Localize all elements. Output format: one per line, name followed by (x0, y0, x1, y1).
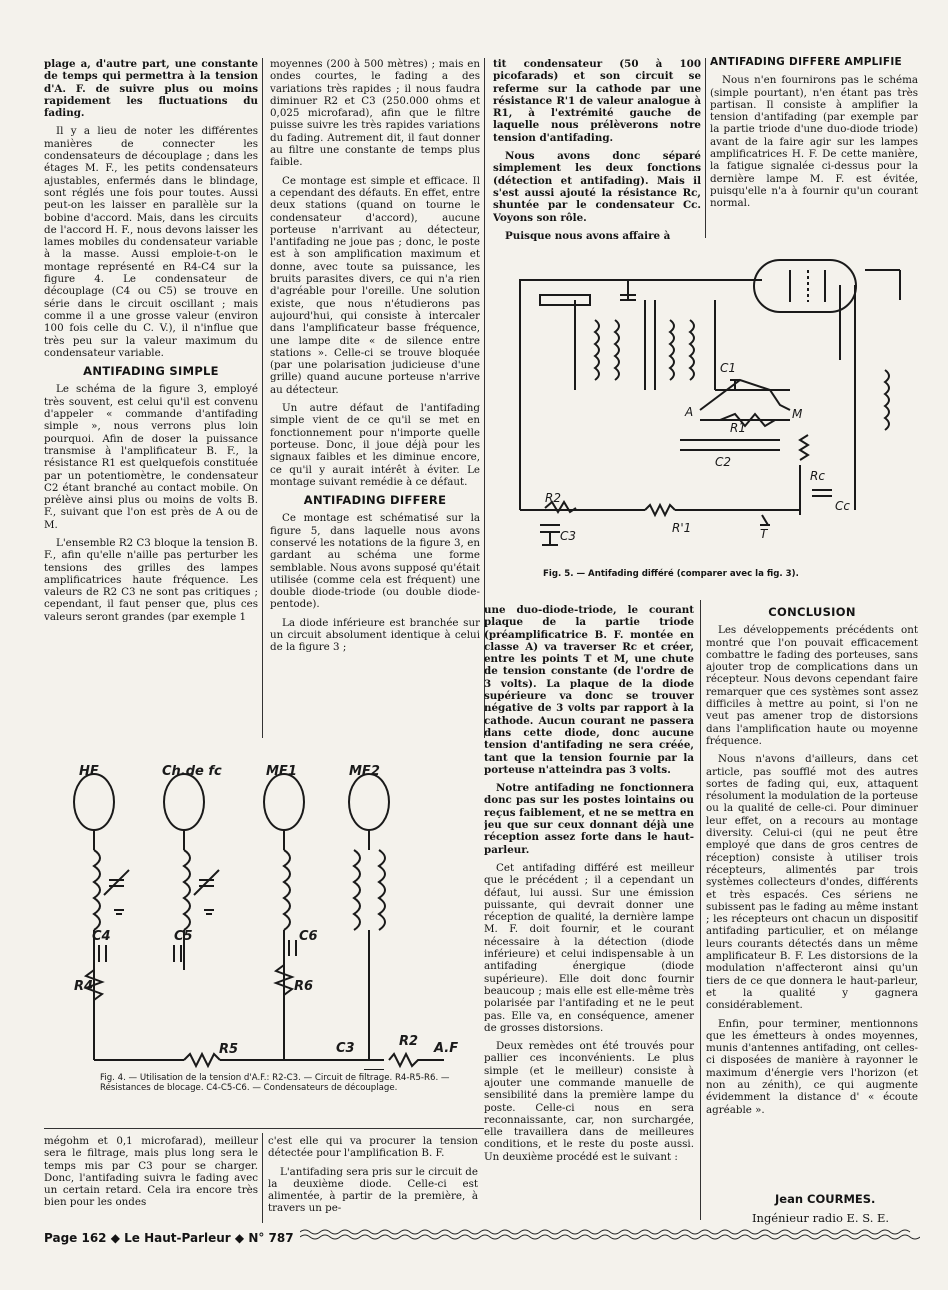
column-1-top (44, 58, 258, 738)
fig4-label-mf2: MF2 (349, 764, 380, 779)
paragraph: mégohm et 0,1 microfarad), meilleur sera le filtrage, mais plus long sera le temps mis par C3 pour se charger. Donc, l'antifading suivra le fading avec un certain retard. Cela ira encore très bien pour les ondes (44, 1135, 258, 1209)
section-heading: ANTIFADING DIFFERE AMPLIFIE (710, 56, 903, 68)
fig4-label-chdefc: Ch.de fc (162, 764, 222, 779)
footer-separator: ◆ (110, 1231, 120, 1245)
figure-4-caption: Fig. 4. — Utilisation de la tension d'A.F.: R2-C3. — Circuit de filtrage. R4-R5-R6. — Résistances de blocage. C4-C5-C6. — Condensateurs de découplage. (100, 1073, 450, 1093)
fig5-label-rc: Rc (810, 469, 825, 483)
paragraph: tit condensateur (50 à 100 picofarads) et son circuit se referme sur la cathode par une résistance R'1 de valeur analogue à R1, à l'extrémité gauche de laquelle nous prélèverons notre tension d'antifading. (493, 58, 701, 144)
paragraph: c'est elle qui va procurer la tension détectée pour l'amplification B. F. (268, 1135, 478, 1160)
footer-wavy-rule (300, 1228, 920, 1242)
paragraph: moyennes (200 à 500 mètres) ; mais en ondes courtes, le fading a des variations très rapides ; il nous faudra diminuer R2 et C3 (250.000 ohms et 0,025 microfarad), afin que le filtre puisse suivre les très rapides variations du fading. Autrement dit, il faut donner au filtre une constante de temps plus faible. (270, 58, 480, 169)
page-number: Page 162 (44, 1231, 107, 1245)
column-4-top (710, 56, 918, 241)
fig4-label-c3: C3 (336, 1041, 355, 1056)
paragraph: Cet antifading différé est meilleur que le précédent ; il a cependant un défaut, lui aussi. Sur une émission puissante, qui devrait donner une réception de qualité, la dernière lampe M. F. doit fournir, et le courant nécessaire à la détection (diode inférieure) et celui indispensable à un antifading énergique (diode supérieure). Elle doit donc fournir beaucoup ; mais elle est elle-même très polarisée par l'antifading et ne le peut pas. Elle va, en conséquence, amener de grosses distorsions. (484, 861, 694, 1034)
column-2-bottom (268, 1135, 478, 1225)
paragraph: L'antifading sera pris sur le circuit de la deuxième diode. Celle-ci est alimentée, à partir de la première, à travers un pe- (268, 1165, 478, 1215)
figure-4-schematic (44, 740, 484, 1070)
fig5-label-a: A (685, 405, 694, 419)
paragraph: Il y a lieu de noter les différentes manières de connecter les condensateurs de découplage ; dans les étages M. F., les petits condensateurs ajustables, enfermés dans le blindage, sont réglés une fois pour toutes. Aussi peut-on les laisser en parallèle sur la bobine d'accord. Mais, dans les circuits de l'accord H. F., nous devons laisser les lames mobiles du condensateur variable à la masse. Aussi emploie-t-on le montage représenté en R4-C4 sur la figure 4. Le condensateur de découplage (C4 ou C5) se trouve en série dans le circuit oscillant ; mais comme il a une grosse valeur (environ 100 fois celle du C. V.), il n'influe que très peu sur la valeur maximum du condensateur variable. (44, 125, 258, 359)
footer-separator: ◆ (234, 1231, 245, 1245)
paragraph: plage a, d'autre part, une constante de temps qui permettra à la tension d'A. F. de suivre plus ou moins rapidement les fluctuations du fading. (44, 58, 258, 120)
fig4-label-c4: C4 (92, 929, 111, 944)
fig5-label-m: M (792, 407, 803, 421)
tube-mf1 (264, 774, 304, 830)
column-1-bottom (44, 1135, 258, 1225)
column-2-top (270, 58, 480, 738)
fig4-label-c5: C5 (174, 929, 193, 944)
fig5-label-cc: Cc (835, 499, 850, 513)
page-footer (44, 1231, 294, 1245)
paragraph: Nous n'en fournirons pas le schéma (simple pourtant), n'en étant pas très partisan. Il consiste à amplifier la tension d'antifading (par exemple par la partie triode d'une duo-diode triode) avant de la faire agir sur les lampes amplificatrices H. F. De cette manière, la fatigue signalée ci-dessus pour la dernière lampe M. F. est évitée, puisqu'elle n'a à fournir qu'un courant normal. (710, 74, 918, 210)
paragraph: Nous avons donc séparé simplement les deux fonctions (détection et antifading). Mais il s'est aussi ajouté la résistance Rc, shuntée par le condensateur Cc. Voyons son rôle. (493, 150, 701, 224)
paragraph: Enfin, pour terminer, mentionnons que les émetteurs à ondes moyennes, munis d'antennes antifading, ont celles-ci disposées de manière à rayonner le maximum d'énergie vers l'horizon (et non au zénith), ce qui augmente évidemment la distance d' « écoute agréable ». (706, 1017, 918, 1116)
column-3-middle (484, 604, 694, 1224)
author-name: Jean COURMES. (775, 1192, 876, 1206)
fig4-label-mf1: MF1 (266, 764, 297, 779)
fig5-label-c2: C2 (715, 455, 732, 469)
paragraph: Ce montage est simple et efficace. Il a cependant des défauts. En effet, entre deux stations (quand on tourne le condensateur d'accord), aucune porteuse n'arrivant au détecteur, l'antifading ne joue pas ; donc, le poste est à son amplification maximum et donne, avec toute sa puissance, les bruits parasites divers, ce qui n'a rien d'agréable pour l'oreille. Une solution existe, que nous n'étudierons pas aujourd'hui, qui consiste à intercaler dans l'amplificateur basse fréquence, une lampe dite « de silence entre stations ». Celle-ci se trouve bloquée (par une polarisation judicieuse d'une grille) quand aucune porteuse n'arrive au détecteur. (270, 174, 480, 396)
figure-5-schematic (500, 240, 920, 565)
tube-chdefc (164, 774, 204, 830)
fig5-label-r1p: R'1 (672, 521, 692, 535)
fig5-label-c3: C3 (560, 529, 577, 543)
fig5-label-t: T (760, 527, 768, 541)
fig5-label-r1: R1 (730, 421, 746, 435)
paragraph: Un autre défaut de l'antifading simple vient de ce qu'il se met en fonctionnement pour n'importe quelle porteuse. Donc, il joue déjà pour les signaux faibles et les diminue encore, ce qu'il y aurait intérêt à éviter. Le montage suivant remédie à ce défaut. (270, 402, 480, 488)
fig5-label-r2: R2 (545, 491, 561, 505)
paragraph: Puisque nous avons affaire à (505, 229, 671, 242)
tube-hf (74, 774, 114, 830)
paragraph: Ce montage est schématisé sur la figure 5, dans laquelle nous avons conservé les notations de la figure 3, en gardant au schéma une forme semblable. Nous avons supposé qu'était utilisée (comme cela est fréquent) une double diode-triode (ou double diode-pentode). (270, 512, 480, 611)
fig4-label-r5: R5 (219, 1042, 239, 1057)
fig4-label-c6: C6 (299, 929, 318, 944)
paragraph: Nous n'avons d'ailleurs, dans cet article, pas soufflé mot des autres sortes de fading qui, eux, attaquent résolument la modulation de la porteuse ou la qualité de celle-ci. Pour diminuer leur effet, on a recours au montage diversity. Celui-ci (qui ne peut être employé que dans de gros centres de réception) consiste à utiliser trois récepteurs, alimentés par trois systèmes collecteurs d'ondes, différents et très espacés. Ces sériens ne subissent pas le fading au même instant ; les récepteurs ont chacun un dispositif antifading particulier, et on mélange leurs courants détectés dans un même amplificateur B. F. Les distorsions de la modulation n'affecteront ainsi qu'un tiers de ce que donnera le haut-parleur, et la qualité y gagnera considérablement. (706, 753, 918, 1012)
column-rule (262, 1133, 263, 1223)
paragraph: L'ensemble R2 C3 bloque la tension B. F., afin qu'elle n'aille pas perturber les tensions des grilles des lampes amplificatrices haute fréquence. Les valeurs de R2 C3 ne sont pas critiques ; cependant, il faut penser que, plus ces valeurs seront grandes (par exemple 1 (44, 536, 258, 623)
column-4-middle (706, 604, 918, 1224)
column-rule (705, 58, 706, 238)
column-3-top (493, 58, 701, 248)
paragraph: La diode inférieure est branchée sur un circuit absolument identique à celui de la figure 3 ; (270, 616, 480, 654)
paragraph: Le schéma de la figure 3, employé très souvent, est celui qu'il est convenu d'appeler « commande d'antifading simple », nous verrons plus loin pourquoi. Afin de doser la puissance transmise à l'amplificateur B. F., la résistance R1 est quelquefois constituée par un potentiomètre, le condensateur C2 étant branché au contact mobile. On prélève ainsi plus ou moins de volts B. F., suivant que l'on est près de A ou de M. (44, 383, 258, 531)
fig4-label-hf: HF (79, 764, 99, 779)
author-title: Ingénieur radio E. S. E. (752, 1211, 890, 1225)
section-heading: CONCLUSION (768, 605, 856, 619)
magazine-name: Le Haut-Parleur (124, 1231, 231, 1245)
paragraph: Deux remèdes ont été trouvés pour pallier ces inconvénients. Le plus simple (et le meilleur) consiste à ajouter une commande manuelle de sensibilité dans la première lampe du poste. Celle-ci nous en sera reconnaissante, car, non surchargée, elle travaillera dans de meilleures conditions, et le reste du poste aussi. Un deuxième procédé est le suivant : (484, 1040, 694, 1163)
paragraph: Les développements précédents ont montré que l'on pouvait efficacement combattre le fading des porteuses, sans ajouter trop de complications dans un récepteur. Nous devons cependant faire remarquer que ces systèmes sont assez difficiles à mettre au point, si l'on ne veut pas amener trop de distorsions dans l'amplification haute ou moyenne fréquence. (706, 624, 918, 747)
paragraph: Notre antifading ne fonctionnera donc pas sur les postes lointains ou reçus faiblement, et ne se mettra en jeu que sur ceux donnant déjà une réception assez forte dans le haut-parleur. (484, 782, 694, 856)
issue-number: N° 787 (248, 1231, 294, 1245)
fig4-label-af: A.F (434, 1041, 459, 1056)
tube-mf2 (349, 774, 389, 830)
fig4-label-r4: R4 (74, 979, 94, 994)
figure-rule (44, 1128, 484, 1129)
paragraph: une duo-diode-triode, le courant plaque de la partie triode (préamplificatrice B. F. montée en classe A) va traverser Rc et créer, entre les points T et M, une chute de tension constante (de l'ordre de 3 volts). La plaque de la diode supérieure va donc se trouver négative de 3 volts par rapport à la cathode. Aucun courant ne passera dans cette diode, donc aucune tension d'antifading ne sera créée, tant que la tension fournie par la porteuse n'atteindra pas 3 volts. (484, 604, 694, 776)
section-heading: ANTIFADING SIMPLE (83, 364, 219, 379)
fig4-label-r2: R2 (399, 1034, 419, 1049)
fig5-label-c1: C1 (720, 361, 737, 375)
figure-5-caption: Fig. 5. — Antifading différé (comparer avec la fig. 3). (543, 569, 799, 579)
fig4-label-r6: R6 (294, 979, 314, 994)
column-rule (262, 58, 263, 738)
section-heading: ANTIFADING DIFFERE (303, 493, 447, 508)
column-rule (700, 600, 701, 1220)
